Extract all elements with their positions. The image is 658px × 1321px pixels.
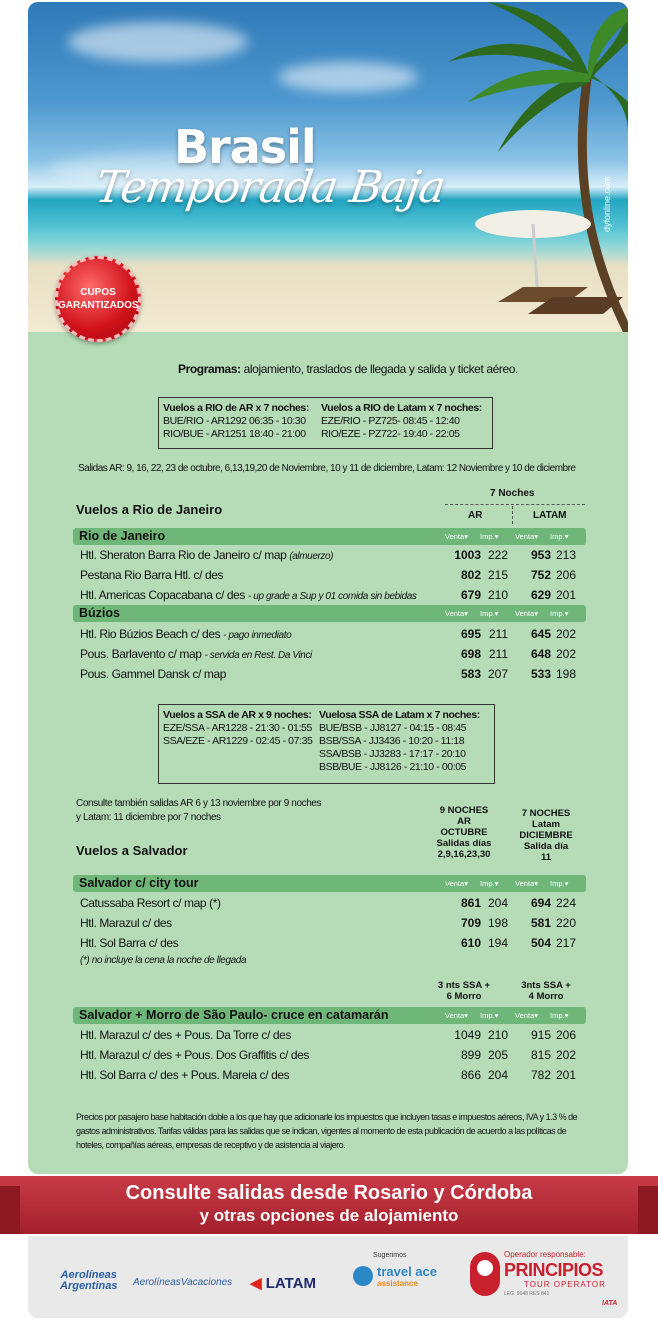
price-latam: 752	[530, 568, 551, 582]
venta-header: Venta▾	[445, 879, 468, 888]
price-ar: 679	[460, 588, 481, 602]
section-bar-rio	[73, 528, 586, 545]
imp-header: Imp.▾	[550, 609, 569, 618]
sugerimos-label: Sugerimos	[373, 1252, 407, 1259]
travelace-logo: travel ace assistance	[377, 1264, 437, 1288]
tax-latam: 213	[555, 548, 576, 562]
price-ar: 698	[460, 647, 481, 661]
aerolineas-logo: Aerolíneas Argentinas	[60, 1269, 118, 1292]
rio-nights: 7 Noches	[490, 488, 535, 499]
price-latam: 915	[530, 1028, 551, 1042]
venta-header: Venta▾	[515, 879, 538, 888]
flight-line: BUE/BSB - JJ8127 - 04:15 - 08:45	[319, 722, 467, 734]
tax-ar: 210	[487, 588, 508, 602]
principios-p-icon	[470, 1252, 500, 1296]
hotel-name: Htl. Sheraton Barra Rio de Janeiro c/ map (almuerzo)	[80, 548, 334, 562]
imp-header: Imp.▾	[480, 1011, 499, 1020]
tax-ar: 194	[487, 936, 508, 950]
flyer-card	[28, 2, 628, 1174]
partner-footer	[28, 1236, 628, 1318]
table-row	[80, 566, 580, 584]
col-ar: AR	[468, 510, 483, 521]
hotel-name: Catussaba Resort c/ map (*)	[80, 896, 221, 910]
table-row	[80, 625, 580, 643]
ribbon-line1: Consulte salidas desde Rosario y Córdoba	[125, 1182, 533, 1204]
operador-label: Operador responsable:	[504, 1250, 586, 1259]
salvador-col-ar: 9 NOCHES AR OCTUBRE Salidas días 2,9,16,23,30	[436, 805, 492, 860]
imp-header: Imp.▾	[480, 532, 499, 541]
section-title: Salvador + Morro de São Paulo- cruce en catamarán	[79, 1008, 389, 1022]
tax-ar: 204	[487, 1068, 508, 1082]
hero-subtitle: Temporada Baja	[92, 162, 449, 213]
tax-ar: 205	[487, 1048, 508, 1062]
photo-credit: dyfonline.com	[602, 176, 612, 232]
tour-operator-label: TOUR OPERATOR	[524, 1280, 606, 1289]
badge-line: GARANTIZADOS	[58, 300, 139, 311]
iata-logo: IATA	[602, 1300, 618, 1307]
table-row	[80, 645, 580, 663]
table-row	[80, 894, 580, 912]
tax-ar: 210	[487, 1028, 508, 1042]
salvador-col-latam: 7 NOCHES Latam DICIEMBRE Salida día 11	[519, 808, 573, 863]
price-ar: 583	[460, 667, 481, 681]
ssa-latam-flights	[319, 709, 480, 774]
imp-header: Imp.▾	[550, 879, 569, 888]
venta-header: Venta▾	[445, 1011, 468, 1020]
price-latam: 504	[530, 936, 551, 950]
price-ar: 861	[460, 896, 481, 910]
table-row	[80, 665, 580, 683]
venta-header: Venta▾	[445, 532, 468, 541]
rio-flights-box	[158, 397, 493, 449]
flight-title: Vuelos a RIO de Latam x 7 noches:	[321, 402, 482, 414]
hotel-name: Pous. Barlavento c/ map - servida en Rest. Da Vinci	[80, 647, 312, 661]
section-title: Búzios	[79, 606, 120, 620]
flight-line: EZE/SSA - AR1228 - 21:30 - 01:55	[163, 722, 312, 734]
hotel-name: Htl. Marazul c/ des	[80, 916, 172, 930]
flight-line: SSA/BSB - JJ3283 - 17:17 - 20:10	[319, 748, 466, 760]
price-ar: 899	[460, 1048, 481, 1062]
section-bar-buzios	[73, 605, 586, 622]
price-latam: 815	[530, 1048, 551, 1062]
price-latam: 629	[530, 588, 551, 602]
tax-latam: 206	[555, 568, 576, 582]
salvador-heading: Vuelos a Salvador	[76, 843, 188, 858]
consult-note: Consulte también salidas AR 6 y 13 noviembre por 9 noches y Latam: 11 diciembre por 7 noches	[76, 798, 322, 823]
rio-ar-flights	[163, 402, 309, 441]
price-ar: 1003	[454, 548, 481, 562]
col-divider	[512, 506, 513, 524]
badge-line: CUPOS	[80, 287, 116, 298]
hotel-name: Pous. Gammel Dansk c/ map	[80, 667, 227, 681]
ribbon-line2: y otras opciones de alojamiento	[199, 1206, 459, 1225]
ssa-ar-flights	[163, 709, 312, 748]
tax-ar: 211	[488, 627, 508, 641]
imp-header: Imp.▾	[480, 609, 499, 618]
price-latam: 953	[530, 548, 551, 562]
programas-label: Programas:	[178, 362, 241, 376]
tax-ar: 211	[488, 647, 508, 661]
tax-ar: 215	[487, 568, 508, 582]
programas-description: alojamiento, traslados de llegada y salida y ticket aéreo.	[240, 362, 518, 376]
flight-line: SSA/EZE - AR1229 - 02:45 - 07:35	[163, 735, 313, 747]
price-ar: 1049	[454, 1028, 481, 1042]
venta-header: Venta▾	[445, 609, 468, 618]
imp-header: Imp.▾	[550, 532, 569, 541]
ssa-flights-box	[158, 704, 495, 784]
imp-header: Imp.▾	[550, 1011, 569, 1020]
aerolineas-vacaciones-logo: AerolíneasVacaciones	[133, 1277, 233, 1288]
programas-text	[178, 362, 518, 376]
flight-title: Vuelos a SSA de AR x 9 noches:	[163, 709, 312, 721]
rio-latam-flights	[321, 402, 482, 441]
hotel-name: Htl. Rio Búzios Beach c/ des - pago inmediato	[80, 627, 292, 641]
hotel-name: Htl. Sol Barra c/ des	[80, 936, 179, 950]
nights-divider	[445, 504, 585, 505]
travelace-icon	[353, 1266, 373, 1286]
section-title: Salvador c/ city tour	[79, 876, 199, 890]
flight-line: RIO/BUE - AR1251 18:40 - 21:00	[163, 428, 306, 440]
flight-line: BSB/SSA - JJ3436 - 10:20 - 11:18	[319, 735, 465, 747]
hotel-name: Htl. Marazul c/ des + Pous. Dos Graffitis c/ des	[80, 1048, 310, 1062]
hotel-name: Htl. Americas Copacabana c/ des - up grade a Sup y 01 comida sin bebidas	[80, 588, 417, 602]
tax-ar: 207	[487, 667, 508, 681]
hero-title: Brasil	[174, 120, 316, 174]
table-row	[80, 546, 580, 564]
price-ar: 866	[460, 1068, 481, 1082]
price-latam: 648	[530, 647, 551, 661]
section-title: Rio de Janeiro	[79, 529, 166, 543]
table-row	[80, 586, 580, 604]
venta-header: Venta▾	[515, 1011, 538, 1020]
principios-logo: PRINCIPIOS	[504, 1260, 604, 1280]
latam-mark-icon: ◀	[250, 1275, 262, 1292]
table-row	[80, 1046, 580, 1064]
price-ar: 802	[460, 568, 481, 582]
tax-ar: 204	[487, 896, 508, 910]
tax-ar: 198	[487, 916, 508, 930]
tax-latam: 202	[555, 647, 576, 661]
tax-latam: 220	[555, 916, 576, 930]
hotel-name: Htl. Marazul c/ des + Pous. Da Torre c/ des	[80, 1028, 292, 1042]
rio-heading: Vuelos a Rio de Janeiro	[76, 502, 223, 517]
tax-latam: 206	[555, 1028, 576, 1042]
table-row	[80, 1066, 580, 1084]
section-bar-salvador	[73, 875, 586, 892]
flight-line: BUE/RIO - AR1292 06:35 - 10:30	[163, 415, 306, 427]
tax-latam: 201	[555, 588, 576, 602]
disclaimer: Precios por pasajero base habitación doble a los que hay que adicionarle los impuestos que incluyen tasas e impuestos aéreos, IVA y 1.3 % de gastos administrativos. Tarifas válidas para las salidas que se indican, vigentes al momento de esta publicación de acuerdo a las políticas de hoteles, compañías aéreas, empresas de receptivo y de asistencia al viajero.	[76, 1112, 578, 1150]
price-latam: 581	[530, 916, 551, 930]
table-row	[80, 914, 580, 932]
tax-latam: 202	[555, 627, 576, 641]
price-latam: 694	[530, 896, 551, 910]
tax-latam: 198	[555, 667, 576, 681]
flight-title: Vuelosa SSA de Latam x 7 noches:	[319, 709, 480, 721]
morro-col-ar: 3 nts SSA + 6 Morro	[437, 980, 491, 1002]
section-bar-morro	[73, 1007, 586, 1024]
col-latam: LATAM	[533, 510, 567, 521]
tax-latam: 217	[555, 936, 576, 950]
price-ar: 695	[460, 627, 481, 641]
hotel-name: Htl. Sol Barra c/ des + Pous. Mareia c/ des	[80, 1068, 290, 1082]
morro-col-latam: 3nts SSA + 4 Morro	[521, 980, 571, 1002]
imp-header: Imp.▾	[480, 879, 499, 888]
tax-latam: 202	[555, 1048, 576, 1062]
price-latam: 533	[530, 667, 551, 681]
legajo-label: LEG. 9048 RES 841	[504, 1291, 550, 1297]
price-ar: 709	[460, 916, 481, 930]
tax-latam: 201	[555, 1068, 576, 1082]
flight-line: BSB/BUE - JJ8126 - 21:10 - 00:05	[319, 761, 467, 773]
cta-ribbon	[0, 1176, 658, 1234]
salidas-text: Salidas AR: 9, 16, 22, 23 de octubre, 6,13,19,20 de Noviembre, 10 y 11 de diciembre, Latam: 12 Noviembre y 10 de diciembre	[78, 463, 576, 474]
flight-title: Vuelos a RIO de AR x 7 noches:	[163, 402, 309, 414]
price-ar: 610	[460, 936, 481, 950]
venta-header: Venta▾	[515, 532, 538, 541]
salvador-footnote: (*) no incluye la cena la noche de llegada	[80, 955, 247, 966]
price-latam: 645	[530, 627, 551, 641]
table-row	[80, 934, 580, 952]
price-latam: 782	[530, 1068, 551, 1082]
hotel-name: Pestana Rio Barra Htl. c/ des	[80, 568, 224, 582]
table-row	[80, 1026, 580, 1044]
flight-line: EZE/RIO - PZ725- 08:45 - 12:40	[321, 415, 460, 427]
latam-logo: ◀ LATAM	[250, 1275, 316, 1292]
flight-line: RIO/EZE - PZ722- 19:40 - 22:05	[321, 428, 460, 440]
cupos-badge	[55, 256, 141, 342]
tax-latam: 224	[555, 896, 576, 910]
tax-ar: 222	[487, 548, 508, 562]
venta-header: Venta▾	[515, 609, 538, 618]
